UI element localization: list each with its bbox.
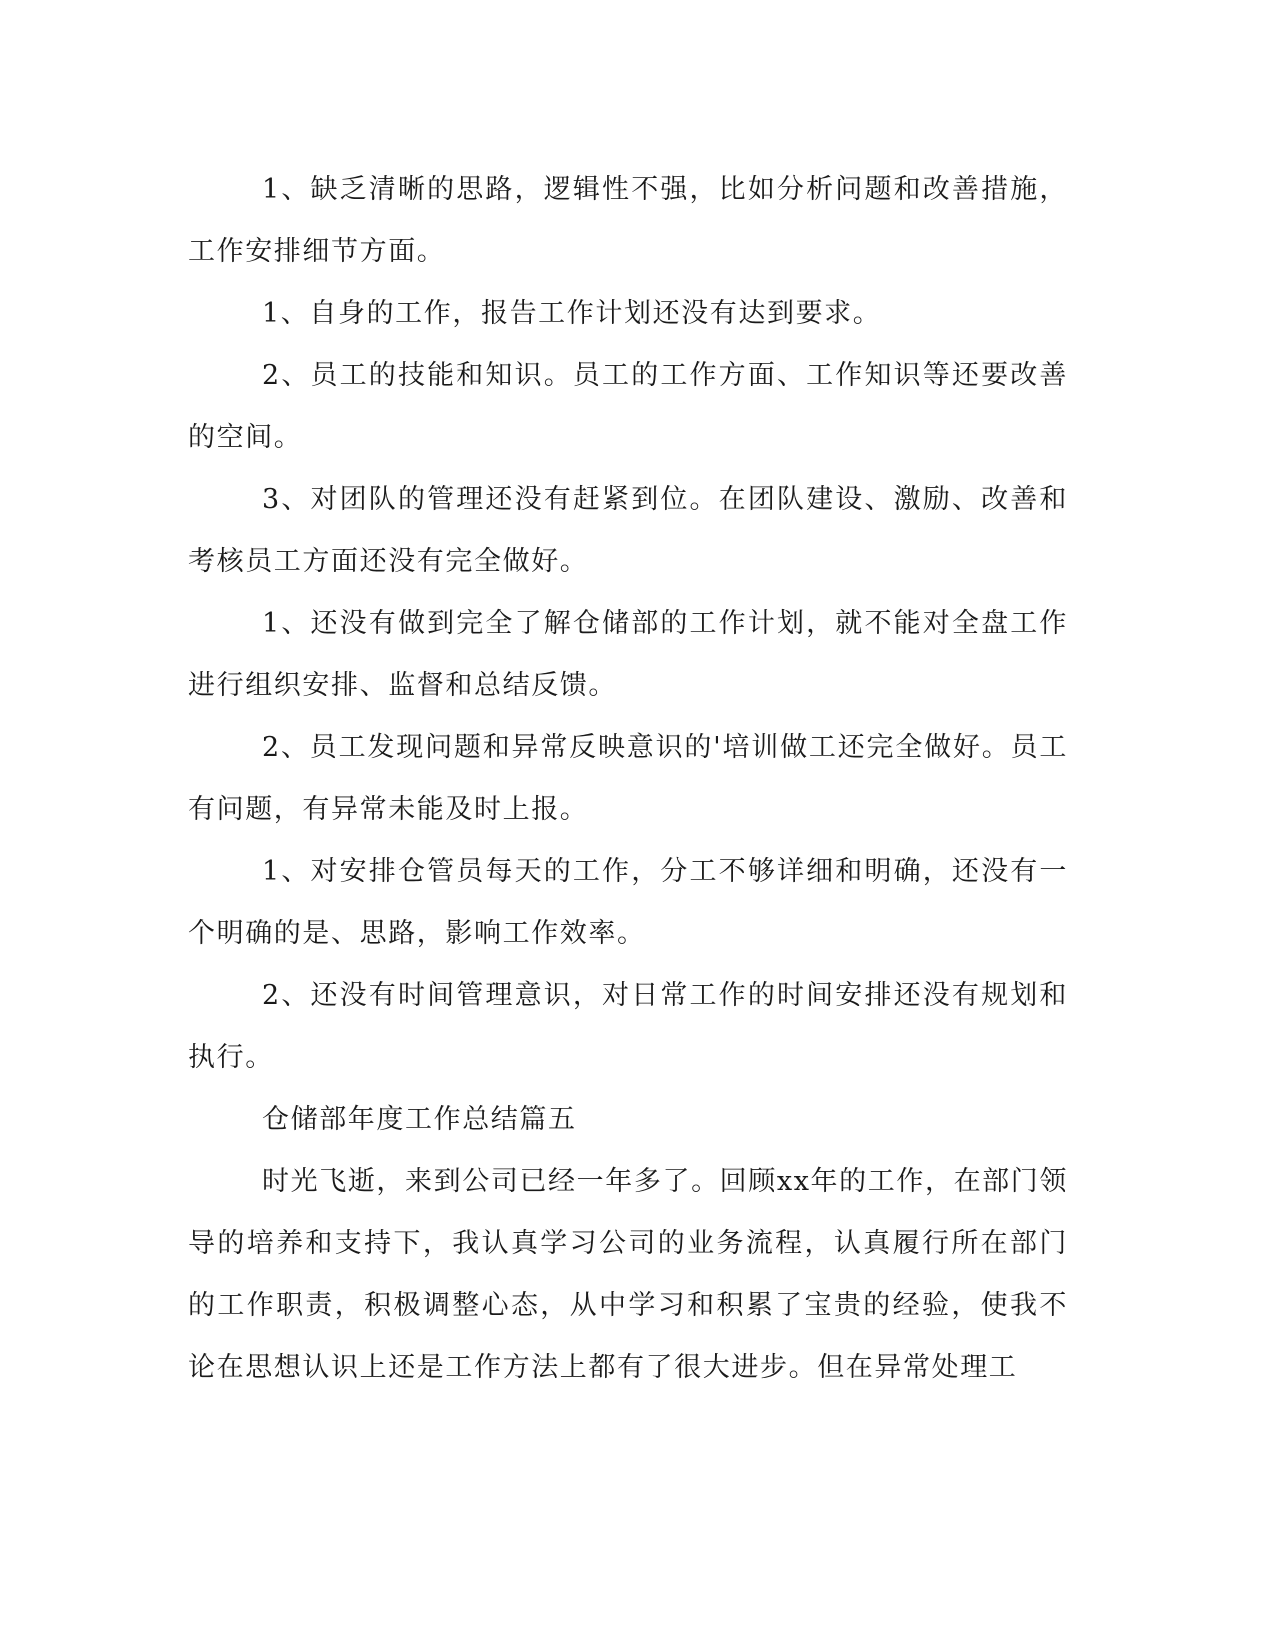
paragraph-2: 1、自身的工作，报告工作计划还没有达到要求。	[262, 298, 882, 329]
document-body	[188, 159, 1068, 1399]
closing-paragraph: 时光飞逝，来到公司已经一年多了。回顾xx年的工作，在部门领导的培养和支持下，我认真学习公司的业务流程，认真履行所在部门的工作职责，积极调整心态，从中学习和积累了宝贵的经验，使我不论在思想认识上还是工作方法上都有了很大进步。但在异常处理工	[188, 1166, 1068, 1383]
paragraph-4: 3、对团队的管理还没有赶紧到位。在团队建设、激励、改善和考核员工方面还没有完全做好。	[188, 484, 1068, 577]
paragraph-6: 2、员工发现问题和异常反映意识的'培训做工还完全做好。员工有问题，有异常未能及时上报。	[188, 732, 1068, 825]
paragraph-7: 1、对安排仓管员每天的工作，分工不够详细和明确，还没有一个明确的是、思路，影响工作效率。	[188, 856, 1068, 949]
section-heading: 仓储部年度工作总结篇五	[262, 1104, 577, 1135]
paragraph-8: 2、还没有时间管理意识，对日常工作的时间安排还没有规划和执行。	[188, 980, 1068, 1073]
paragraph-3: 2、员工的技能和知识。员工的工作方面、工作知识等还要改善的空间。	[188, 360, 1068, 453]
paragraph-5: 1、还没有做到完全了解仓储部的工作计划，就不能对全盘工作进行组织安排、监督和总结反馈。	[188, 608, 1068, 701]
paragraph-1: 1、缺乏清晰的思路，逻辑性不强，比如分析问题和改善措施，工作安排细节方面。	[188, 174, 1068, 267]
